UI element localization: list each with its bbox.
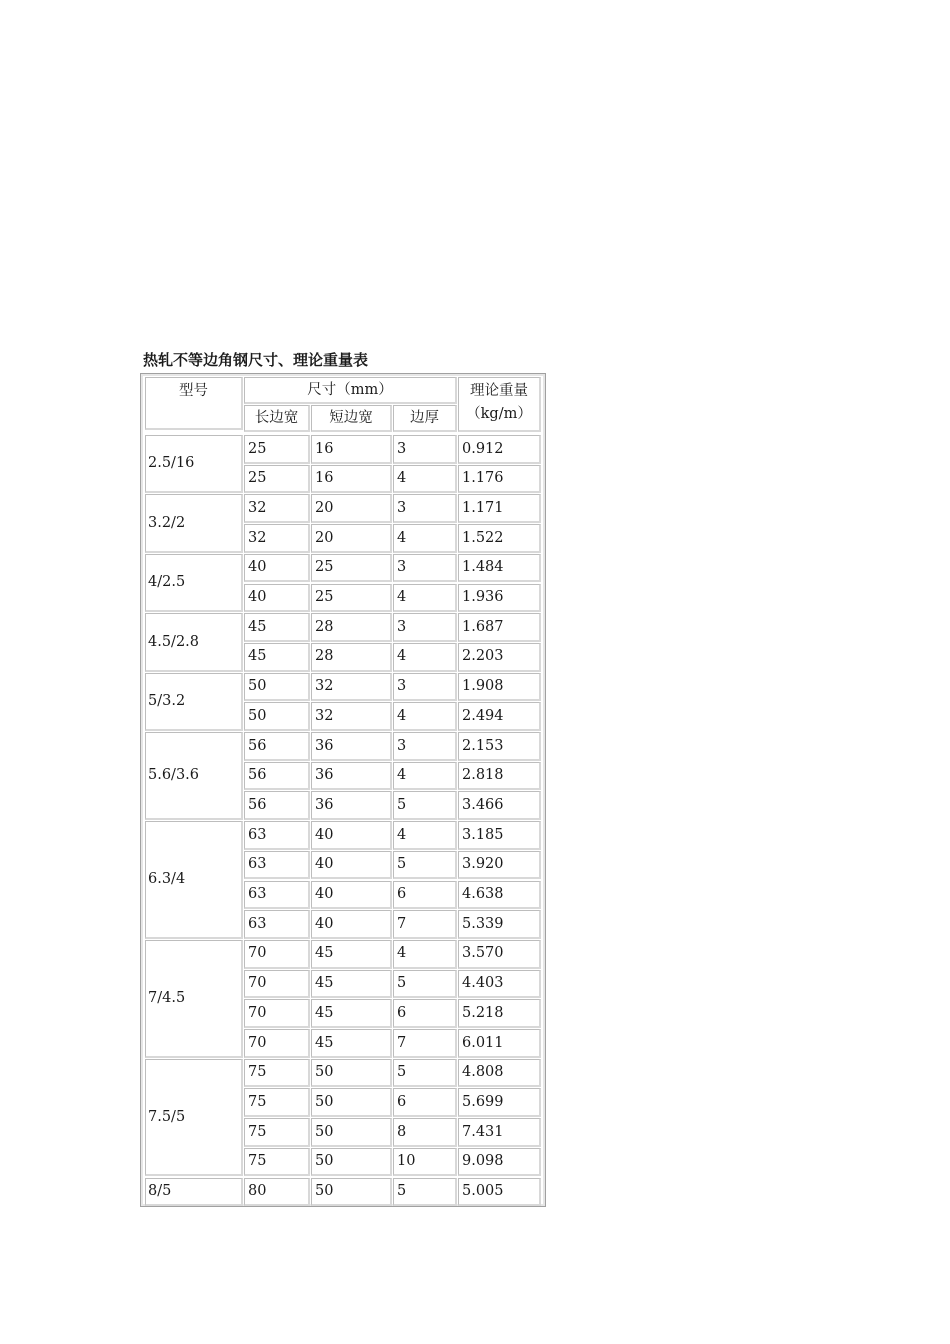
thickness-cell: 8	[393, 1118, 457, 1147]
short-side-cell: 50	[311, 1178, 392, 1207]
thickness-cell: 4	[393, 821, 457, 850]
thickness-cell: 6	[393, 999, 457, 1028]
steel-table	[140, 373, 546, 1207]
short-side-cell: 45	[311, 970, 392, 999]
long-side-cell: 70	[244, 1029, 310, 1058]
thickness-cell: 3	[393, 613, 457, 642]
thickness-cell: 3	[393, 673, 457, 702]
long-side-cell: 50	[244, 702, 310, 731]
model-cell: 5/3.2	[145, 673, 243, 731]
weight-cell: 2.153	[458, 732, 541, 761]
short-side-cell: 45	[311, 999, 392, 1028]
long-side-cell: 25	[244, 435, 310, 464]
header-size: 尺寸（mm）	[244, 377, 457, 404]
short-side-cell: 36	[311, 762, 392, 791]
header-weight	[458, 377, 541, 432]
model-cell: 2.5/16	[145, 435, 243, 493]
thickness-cell: 4	[393, 524, 457, 553]
thickness-cell: 3	[393, 554, 457, 583]
weight-cell: 4.808	[458, 1059, 541, 1088]
weight-cell: 9.098	[458, 1148, 541, 1177]
short-side-cell: 20	[311, 524, 392, 553]
page-title: 热轧不等边角钢尺寸、理论重量表	[143, 351, 369, 369]
long-side-cell: 70	[244, 970, 310, 999]
short-side-cell: 28	[311, 643, 392, 672]
weight-cell: 2.494	[458, 702, 541, 731]
weight-cell: 7.431	[458, 1118, 541, 1147]
model-cell: 4.5/2.8	[145, 613, 243, 671]
short-side-cell: 36	[311, 791, 392, 820]
model-cell: 8/5	[145, 1178, 243, 1207]
weight-cell: 1.908	[458, 673, 541, 702]
thickness-cell: 4	[393, 762, 457, 791]
model-cell: 7/4.5	[145, 940, 243, 1058]
thickness-cell: 7	[393, 1029, 457, 1058]
thickness-cell: 4	[393, 465, 457, 494]
weight-cell: 3.920	[458, 851, 541, 880]
weight-cell: 3.570	[458, 940, 541, 969]
thickness-cell: 5	[393, 1059, 457, 1088]
short-side-cell: 32	[311, 702, 392, 731]
header-weight-unit: （kg/m）	[466, 405, 532, 422]
long-side-cell: 32	[244, 524, 310, 553]
long-side-cell: 70	[244, 999, 310, 1028]
model-cell: 4/2.5	[145, 554, 243, 612]
short-side-cell: 16	[311, 435, 392, 464]
short-side-cell: 40	[311, 881, 392, 910]
thickness-cell: 5	[393, 851, 457, 880]
header-thickness: 边厚	[393, 405, 457, 432]
weight-cell: 2.203	[458, 643, 541, 672]
long-side-cell: 56	[244, 791, 310, 820]
long-side-cell: 75	[244, 1148, 310, 1177]
thickness-cell: 10	[393, 1148, 457, 1177]
model-cell: 7.5/5	[145, 1059, 243, 1177]
weight-cell: 1.936	[458, 584, 541, 613]
short-side-cell: 40	[311, 910, 392, 939]
model-cell: 3.2/2	[145, 494, 243, 552]
model-cell: 6.3/4	[145, 821, 243, 939]
long-side-cell: 63	[244, 881, 310, 910]
header-weight-label: 理论重量	[470, 383, 528, 399]
long-side-cell: 40	[244, 554, 310, 583]
weight-cell: 3.466	[458, 791, 541, 820]
weight-cell: 6.011	[458, 1029, 541, 1058]
weight-cell: 0.912	[458, 435, 541, 464]
short-side-cell: 40	[311, 821, 392, 850]
thickness-cell: 4	[393, 702, 457, 731]
long-side-cell: 25	[244, 465, 310, 494]
long-side-cell: 45	[244, 643, 310, 672]
thickness-cell: 4	[393, 584, 457, 613]
thickness-cell: 7	[393, 910, 457, 939]
header-long-side: 长边宽	[244, 405, 310, 432]
long-side-cell: 63	[244, 851, 310, 880]
weight-cell: 1.687	[458, 613, 541, 642]
weight-cell: 1.171	[458, 494, 541, 523]
thickness-cell: 5	[393, 970, 457, 999]
long-side-cell: 75	[244, 1088, 310, 1117]
weight-cell: 5.339	[458, 910, 541, 939]
thickness-cell: 5	[393, 791, 457, 820]
short-side-cell: 50	[311, 1118, 392, 1147]
weight-cell: 1.176	[458, 465, 541, 494]
short-side-cell: 32	[311, 673, 392, 702]
short-side-cell: 25	[311, 554, 392, 583]
long-side-cell: 63	[244, 910, 310, 939]
thickness-cell: 3	[393, 435, 457, 464]
long-side-cell: 50	[244, 673, 310, 702]
short-side-cell: 40	[311, 851, 392, 880]
long-side-cell: 80	[244, 1178, 310, 1207]
thickness-cell: 4	[393, 940, 457, 969]
short-side-cell: 45	[311, 940, 392, 969]
weight-cell: 1.484	[458, 554, 541, 583]
weight-cell: 4.403	[458, 970, 541, 999]
short-side-cell: 16	[311, 465, 392, 494]
thickness-cell: 3	[393, 494, 457, 523]
long-side-cell: 75	[244, 1059, 310, 1088]
short-side-cell: 28	[311, 613, 392, 642]
short-side-cell: 25	[311, 584, 392, 613]
short-side-cell: 50	[311, 1088, 392, 1117]
thickness-cell: 5	[393, 1178, 457, 1207]
weight-cell: 5.005	[458, 1178, 541, 1207]
weight-cell: 2.818	[458, 762, 541, 791]
model-cell: 5.6/3.6	[145, 732, 243, 820]
weight-cell: 1.522	[458, 524, 541, 553]
weight-cell: 5.699	[458, 1088, 541, 1117]
long-side-cell: 56	[244, 762, 310, 791]
long-side-cell: 40	[244, 584, 310, 613]
thickness-cell: 3	[393, 732, 457, 761]
short-side-cell: 50	[311, 1059, 392, 1088]
long-side-cell: 45	[244, 613, 310, 642]
weight-cell: 4.638	[458, 881, 541, 910]
long-side-cell: 75	[244, 1118, 310, 1147]
header-model: 型号	[145, 377, 243, 430]
weight-cell: 3.185	[458, 821, 541, 850]
long-side-cell: 56	[244, 732, 310, 761]
thickness-cell: 6	[393, 1088, 457, 1117]
short-side-cell: 50	[311, 1148, 392, 1177]
thickness-cell: 4	[393, 643, 457, 672]
short-side-cell: 45	[311, 1029, 392, 1058]
thickness-cell: 6	[393, 881, 457, 910]
short-side-cell: 36	[311, 732, 392, 761]
long-side-cell: 70	[244, 940, 310, 969]
long-side-cell: 63	[244, 821, 310, 850]
short-side-cell: 20	[311, 494, 392, 523]
header-short-side: 短边宽	[311, 405, 392, 432]
weight-cell: 5.218	[458, 999, 541, 1028]
long-side-cell: 32	[244, 494, 310, 523]
